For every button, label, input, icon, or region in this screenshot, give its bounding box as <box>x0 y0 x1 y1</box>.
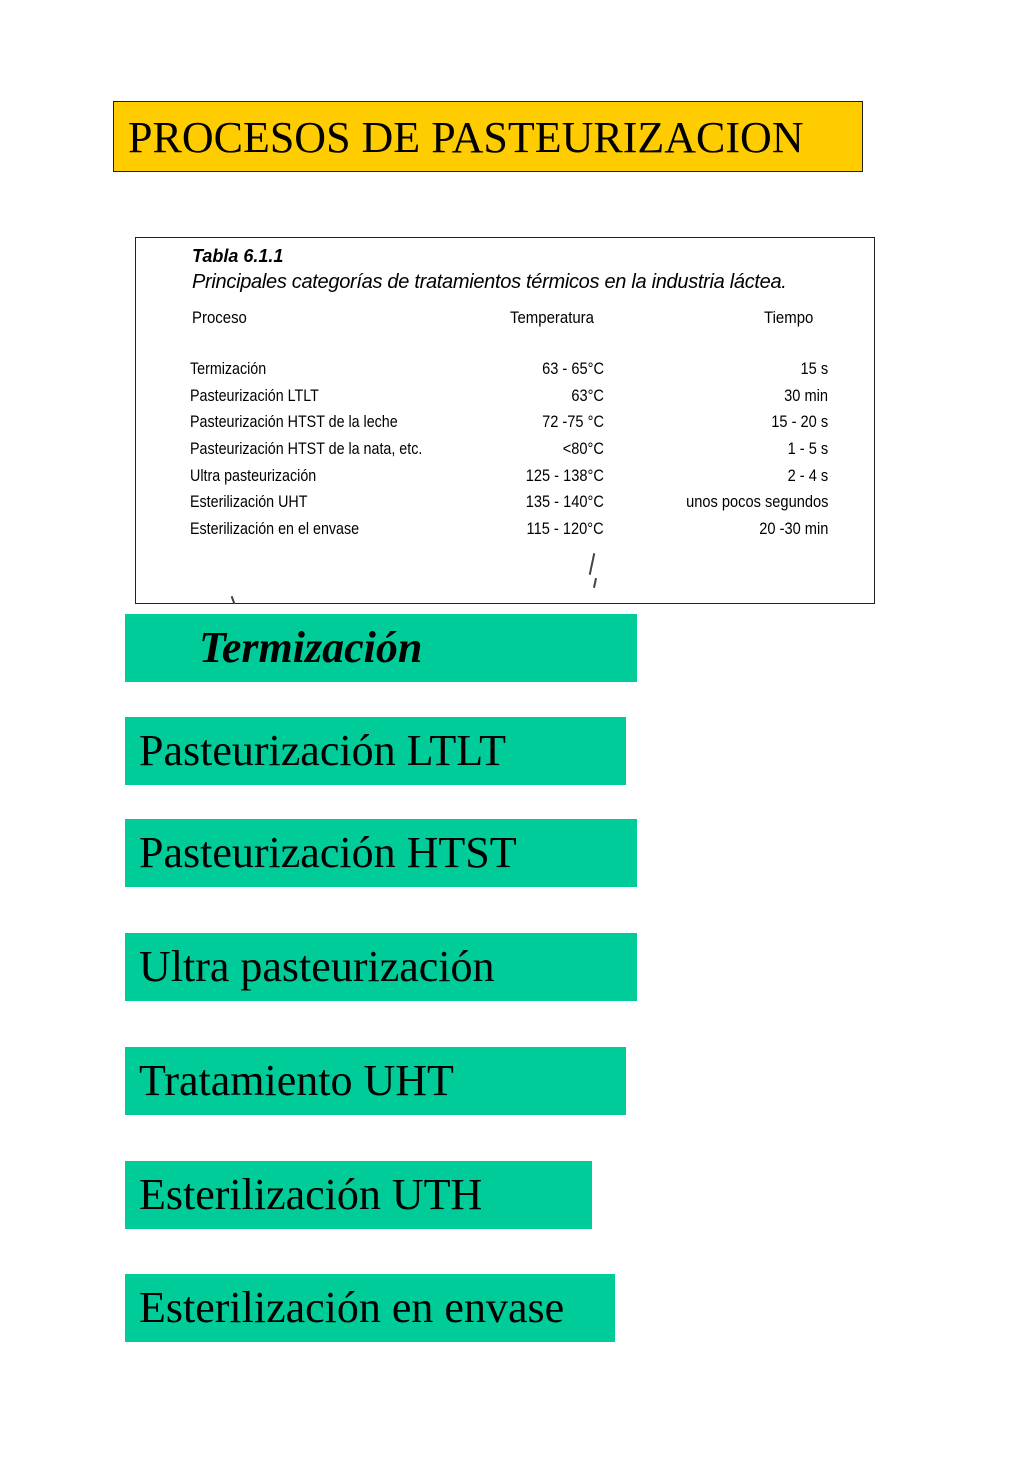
cell-temperature: <80°C <box>562 439 604 459</box>
process-box-termizacion: Termización <box>125 614 637 682</box>
process-box-esterilizacion-envase: Esterilización en envase <box>125 1274 615 1342</box>
cell-temperature: 72 -75 °C <box>542 412 604 432</box>
cell-process: Pasteurización HTST de la nata, etc. <box>190 439 423 459</box>
table-body <box>136 359 874 546</box>
table-row <box>136 439 874 466</box>
scanned-table <box>135 237 875 604</box>
table-row <box>136 519 874 546</box>
header-proceso: Proceso <box>192 308 247 327</box>
cell-time: 2 - 4 s <box>787 465 828 485</box>
table-row <box>136 412 874 439</box>
process-box-htst: Pasteurización HTST <box>125 819 637 887</box>
cell-temperature: 63 - 65°C <box>542 359 604 378</box>
table-caption: Tabla 6.1.1 <box>192 246 284 266</box>
cell-time: 15 - 20 s <box>771 412 828 432</box>
process-box-uht: Tratamiento UHT <box>125 1047 626 1115</box>
cell-time: 1 - 5 s <box>787 439 828 459</box>
cell-time: unos pocos segundos <box>685 492 828 512</box>
header-temperatura: Temperatura <box>510 308 594 327</box>
cell-time: 15 s <box>800 359 828 378</box>
cell-temperature: 115 - 120°C <box>526 519 604 539</box>
table-row <box>136 359 874 386</box>
cell-process: Termización <box>190 359 267 378</box>
page-title: PROCESOS DE PASTEURIZACION <box>113 101 863 172</box>
table-row <box>136 466 874 493</box>
process-box-ltlt: Pasteurización LTLT <box>125 717 626 785</box>
cell-time: 30 min <box>784 385 828 405</box>
scan-speck <box>589 553 596 575</box>
cell-time: 20 -30 min <box>758 519 828 539</box>
table-row <box>136 492 874 519</box>
cell-temperature: 135 - 140°C <box>525 492 604 512</box>
cell-process: Esterilización en el envase <box>190 519 360 539</box>
cell-temperature: 125 - 138°C <box>525 465 604 485</box>
cell-process: Esterilización UHT <box>190 492 308 512</box>
scan-speck <box>593 578 597 588</box>
header-tiempo: Tiempo <box>764 308 814 327</box>
scan-speck <box>231 596 236 604</box>
cell-process: Pasteurización LTLT <box>190 385 319 405</box>
cell-process: Ultra pasteurización <box>190 465 317 485</box>
process-box-ultra: Ultra pasteurización <box>125 933 637 1001</box>
process-box-esterilizacion-uth: Esterilización UTH <box>125 1161 592 1229</box>
table-subtitle: Principales categorías de tratamientos térmicos en la industria láctea. <box>192 271 787 293</box>
cell-temperature: 63°C <box>571 385 604 405</box>
cell-process: Pasteurización HTST de la leche <box>190 412 398 432</box>
table-row <box>136 386 874 413</box>
